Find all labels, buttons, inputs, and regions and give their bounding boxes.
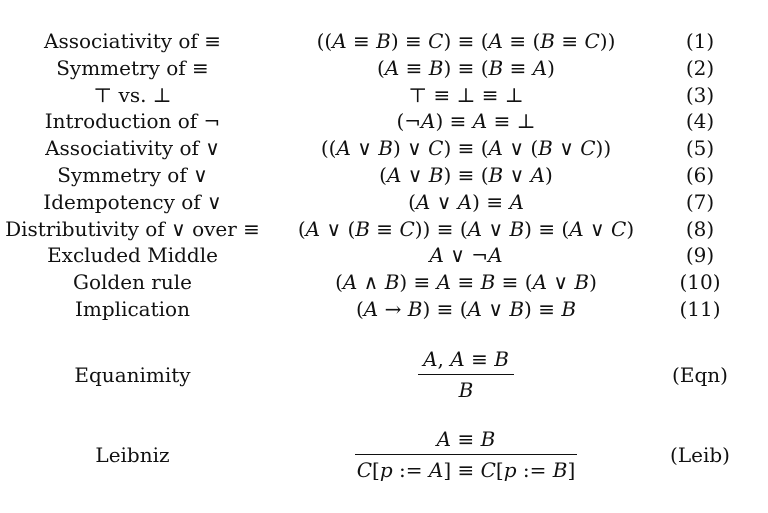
axiom-number: (2) (685, 55, 715, 80)
axiom-formula: A ∨ ¬A (429, 243, 503, 268)
axiom-number: (4) (685, 109, 715, 134)
axiom-name: Associativity of ≡ (44, 29, 221, 53)
axiom-row (0, 55, 768, 81)
axiom-formula: (A ∨ (B ≡ C)) ≡ (A ∨ B) ≡ (A ∨ C) (297, 216, 635, 241)
axiom-row (0, 82, 768, 108)
axiom-row (0, 296, 768, 322)
axiom-row (0, 135, 768, 161)
axiom-name: Idempotency of ∨ (43, 189, 222, 214)
rule-conclusion: C[p := A] ≡ C[p := B] (356, 458, 576, 483)
axiom-name: Distributivity of ∨ over ≡ (5, 216, 260, 241)
rule-equanimity (0, 344, 768, 406)
axiom-name: Introduction of ¬ (44, 109, 221, 134)
axiom-formula: ((A ∨ B) ∨ C) ≡ (A ∨ (B ∨ C)) (320, 136, 612, 161)
axiom-number: (7) (685, 189, 715, 214)
axiom-row (0, 269, 768, 295)
axiom-row (0, 216, 768, 242)
rule-name: Leibniz (95, 443, 170, 467)
axiom-number: (6) (685, 163, 715, 187)
rule-fraction (268, 344, 664, 405)
rule-name: Equanimity (74, 363, 191, 387)
axiom-formula: (A ∨ A) ≡ A (408, 189, 524, 214)
axiom-number: (8) (685, 216, 715, 241)
axiom-number: (1) (685, 29, 715, 53)
axiom-name: Symmetry of ∨ (57, 163, 208, 187)
axiom-row (0, 189, 768, 215)
axiom-formula: (¬A) ≡ A ≡ ⊥ (396, 109, 536, 134)
rule-leibniz (0, 424, 768, 486)
axiom-name: Symmetry of ≡ (56, 55, 209, 80)
rule-conclusion: B (458, 378, 474, 403)
axiom-formula: (A ∧ B) ≡ A ≡ B ≡ (A ∨ B) (335, 270, 597, 295)
axiom-number: (11) (679, 297, 721, 321)
rule-number: (Leib) (670, 443, 730, 467)
axiom-number: (5) (685, 136, 715, 161)
axiom-name: Implication (75, 297, 190, 321)
axiom-number: (3) (685, 82, 715, 107)
axiom-row (0, 28, 768, 54)
axiom-number: (9) (685, 243, 715, 268)
axiom-row (0, 108, 768, 134)
rule-premise: A, A ≡ B (423, 347, 509, 371)
rule-fraction (268, 424, 664, 485)
axiom-formula: ((A ≡ B) ≡ C) ≡ (A ≡ (B ≡ C)) (316, 29, 616, 53)
axiom-formula: (A ≡ B) ≡ (B ≡ A) (377, 55, 555, 80)
axiom-row (0, 162, 768, 188)
axiom-number: (10) (679, 270, 721, 295)
axiom-formula: (A ∨ B) ≡ (B ∨ A) (379, 163, 553, 187)
axiom-formula: ⊤ ≡ ⊥ ≡ ⊥ (408, 82, 524, 107)
axiom-name: Golden rule (73, 270, 192, 295)
rule-premise: A ≡ B (436, 427, 496, 451)
axiom-name: Associativity of ∨ (45, 136, 220, 161)
axiom-formula: (A → B) ≡ (A ∨ B) ≡ B (355, 297, 577, 321)
axiom-name: ⊤ vs. ⊥ (93, 82, 172, 107)
rule-number: (Eqn) (672, 363, 728, 387)
axiom-row (0, 242, 768, 268)
axiom-name: Excluded Middle (47, 243, 218, 268)
